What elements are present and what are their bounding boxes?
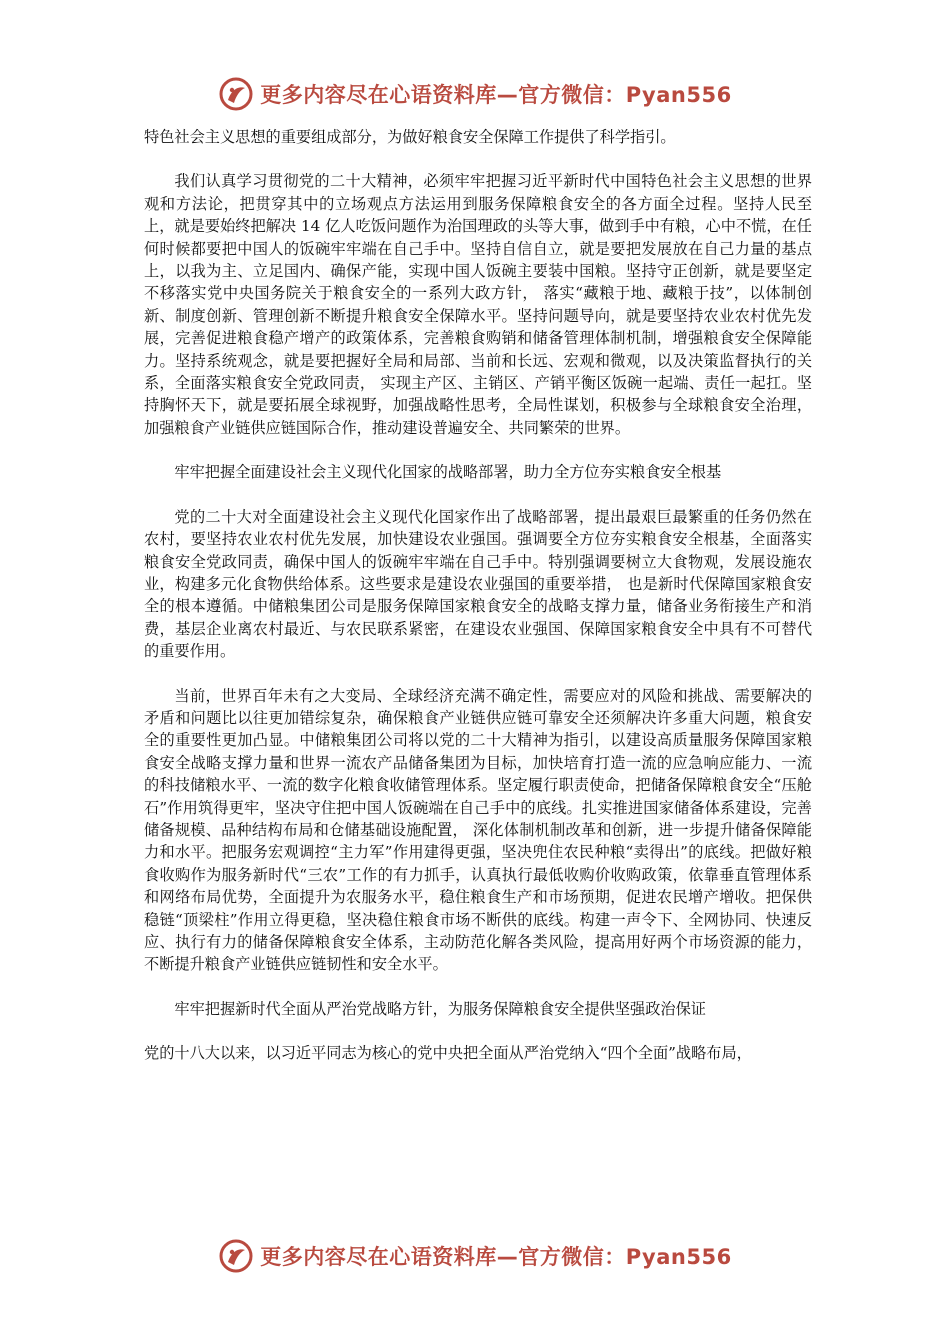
header-banner-text: 更多内容尽在心语资料库—官方微信：Pyan556 (260, 83, 732, 107)
section-heading: 牢牢把握全面建设社会主义现代化国家的战略部署，助力全方位夯实粮食安全根基 (174, 463, 722, 482)
section-heading: 牢牢把握新时代全面从严治党战略方针，为服务保障粮食安全提供坚强政治保证 (174, 999, 706, 1018)
paragraph: 党的二十大对全面建设社会主义现代化国家作出了战略部署，提出最艰巨最繁重的任务仍然在农村，要坚持农业农村优先发展，加快建设农业强国。强调要全方位夯实粮食安全根基，全面落实粮食安全党政同责，确保中国人的饭碗牢牢端在自己手中。特别强调要树立大食物观，发展设施农业，构建多元化食物供给体系。这些要求是建设农业强国的重要举措， 也是新时代保障国家粮食安全的根本遵循。中储粮集团公司是服务保障国家粮食安全的战略支撑力量，储备业务衔接生产和消费，基层企业离农村最近、与农民联系紧密，在建设农业强国、保障国家粮食安全中具有不可替代的重要作用。 (144, 507, 812, 661)
paragraph: 当前，世界百年未有之大变局、全球经济充满不确定性，需要应对的风险和挑战、需要解决的矛盾和问题比以往更加错综复杂，确保粮食产业链供应链可靠安全还须解决许多重大问题，粮食安全的重要性更加凸显。中储粮集团公司将以党的二十大精神为指引，以建设高质量服务保障国家粮食安全战略支撑力量和世界一流农产品储备集团为目标，加快培育打造一流的应急响应能力、一流的科技储粮水平、一流的数字化粮食收储管理体系。坚定履行职责使命，把储备保障粮食安全“压舱石”作用筑得更牢，坚决守住把中国人饭碗端在自己手中的底线。扎实推进国家储备体系建设，完善储备规模、品种结构布局和仓储基础设施配置， 深化体制机制改革和创新，进一步提升储备保障能力和水平。把服务宏观调控“主力军”作用建得更强，坚决兜住农民种粮“卖得出”的底线。把做好粮食收购作为服务新时代“三农”工作的有力抓手，认真执行最低收购价收购政策，依靠垂直管理体系和网络布局优势，全面提升为农服务水平，稳住粮食生产和市场预期，促进农民增产增收。把保供稳链“顶梁柱”作用立得更稳，坚决稳住粮食市场不断供的底线。构建一声令下、全网协同、快速反应、执行有力的储备保障粮食安全体系，主动防范化解各类风险，提高用好两个市场资源的能力，不断提升粮食产业链供应链韧性和安全水平。 (144, 686, 812, 974)
brand-logo-icon (218, 76, 254, 112)
footer-banner-text: 更多内容尽在心语资料库—官方微信：Pyan556 (260, 1245, 732, 1269)
document-body (144, 126, 812, 1087)
brand-logo-icon (218, 1238, 254, 1274)
footer-banner (0, 1236, 950, 1276)
header-banner (0, 74, 950, 114)
paragraph-continuation: 特色社会主义思想的重要组成部分，为做好粮食安全保障工作提供了科学指引。 (144, 128, 676, 146)
paragraph: 党的十八大以来，以习近平同志为核心的党中央把全面从严治党纳入“四个全面”战略布局， (144, 1044, 752, 1063)
paragraph: 我们认真学习贯彻党的二十大精神，必须牢牢把握习近平新时代中国特色社会主义思想的世界观和方法论，把贯穿其中的立场观点方法运用到服务保障粮食安全的各方面全过程。坚持人民至上，就是要始终把解决 14 亿人吃饭问题作为治国理政的头等大事，做到手中有粮，心中不慌，在任何时候都要把中国人的饭碗牢牢端在自己手中。坚持自信自立，就是要把发展放在自己力量的基点上，以我为主、立足国内、确保产能，实现中国人饭碗主要装中国粮。坚持守正创新，就是要坚定不移落实党中央国务院关于粮食安全的一系列大政方针， 落实“藏粮于地、藏粮于技”，以体制创新、制度创新、管理创新不断提升粮食安全保障水平。坚持问题导向，就是要坚持农业农村优先发展，完善促进粮食稳产增产的政策体系，完善粮食购销和储备管理体制机制，增强粮食安全保障能力。坚持系统观念，就是要把握好全局和局部、当前和长远、宏观和微观，以及决策监督执行的关系，全面落实粮食安全党政同责， 实现主产区、主销区、产销平衡区饭碗一起端、责任一起扛。坚持胸怀天下，就是要拓展全球视野，加强战略性思考，全局性谋划，积极参与全球粮食安全治理，加强粮食产业链供应链国际合作，推动建设普遍安全、共同繁荣的世界。 (144, 172, 812, 437)
